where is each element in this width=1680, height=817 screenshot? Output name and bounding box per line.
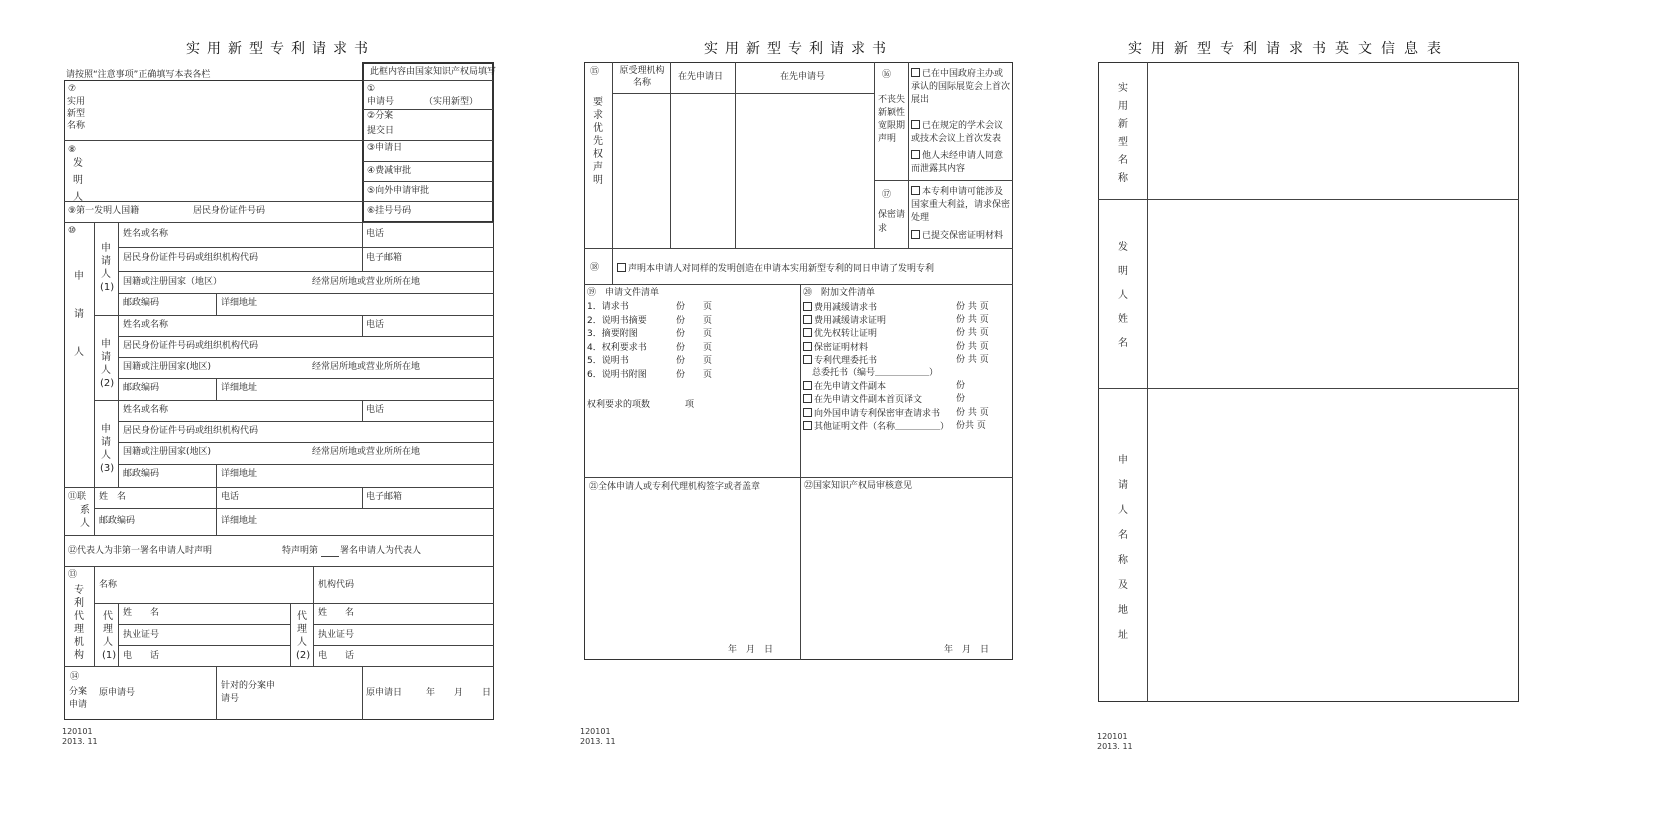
attachment-item [803,328,877,340]
attachment-item-unit: 份 [956,394,966,405]
contact-person-label: ⑪联 [68,492,87,502]
page-1-footer-date: 2013. 11 [62,737,98,746]
attachment-item [803,342,868,354]
attachment-item-name: 优先权转让证明 [814,329,878,340]
applicant-3-label: 申请人(3) [100,424,115,474]
attachment-item [803,381,886,393]
first-inventor-nationality: ⑨第一发明人国籍 [68,206,140,216]
attachment-item [803,421,949,433]
applicant-2-label: 申请人(2) [100,339,115,389]
attachment-item-unit: 份共 页 [956,420,986,431]
secrecy-option: 本专利申请可能涉及国家重大利益，请求保密处理 [911,187,1011,223]
exhibition-checkbox[interactable] [911,68,920,77]
attachment-item-name: 在先申请文件副本 [814,382,887,393]
document-item-unit: 份 页 [676,302,713,312]
page-2-title: 实用新型专利请求书 [704,41,893,57]
attachment-item-name: 总委托书（编号＿＿＿＿＿＿） [803,368,939,378]
attachment-checkbox[interactable] [803,408,812,417]
attachment-item-name: 费用减缓请求证明 [814,316,887,327]
attachment-item-unit: 份 [956,381,966,392]
attachment-checkbox[interactable] [803,421,812,430]
attachment-item-unit: 份 共 页 [956,302,989,312]
document-item-name: 1．请求书 [587,302,629,312]
agent-2-label: 代理人(2) [296,611,311,661]
attachment-item [803,394,922,406]
attachment-item-name: 保密证明材料 [814,342,869,353]
agent-1-label: 代理人(1) [102,611,117,661]
office-review-label: ㉒国家知识产权局审核意见 [804,481,913,491]
office-use-note: 此框内容由国家知识产权局填写 [370,67,497,77]
attachment-checkbox[interactable] [803,381,812,390]
document-item-name: 6．说明书附图 [587,369,647,380]
divisional-label: ②分案 [367,111,394,121]
conference-option: 已在规定的学术会议或技术会议上首次发表 [911,121,1004,144]
priority-claim-label: 要求优先权声明 [593,97,603,186]
secrecy-proof-option: 已提交保密证明材料 [922,231,1004,241]
signature-label: ㉑全体申请人或专利代理机构签字或者盖章 [589,482,761,492]
application-documents-title: ⑲ 申请文件清单 [587,288,660,298]
applicant-section-label: 申请人 [74,271,84,358]
attachment-item [803,355,877,367]
attachment-item-name: 费用减缓请求书 [814,303,878,313]
attachments-title: ⑳ 附加文件清单 [803,288,876,298]
attachment-checkbox[interactable] [803,342,812,351]
document-item-unit: 份 页 [676,315,713,326]
novelty-grace-label: 不丧失新颖性宽限期声明 [878,95,906,144]
attachment-item [803,408,940,420]
page-2-footer-code: 120101 [580,727,611,736]
attachment-item [803,368,938,379]
registered-mail-label: ⑥挂号号码 [367,206,412,216]
fee-reduction-label: ④费减审批 [367,166,412,176]
utility-model-name-label: 实用新型名称 [67,97,86,131]
instruction-note: 请按照“注意事项”正确填写本表各栏 [66,70,211,80]
attachment-checkbox[interactable] [803,394,812,403]
attachment-item-unit: 份 共 页 [956,354,989,365]
signature-date: 年 月 日 [728,645,774,655]
submit-date-label: 提交日 [367,126,395,136]
inventor-label: 发明人 [73,158,83,203]
document-item-name: 4．权利要求书 [587,342,647,353]
page-3-footer-date: 2013. 11 [1097,742,1133,751]
divisional-application-label: 分案申请 [69,687,88,710]
document-item-name: 3．摘要附图 [587,329,638,339]
document-item-unit: 份 页 [676,329,713,339]
document-item-name: 5．说明书 [587,356,629,366]
document-item-name: 2．说明书摘要 [587,315,647,326]
leak-option: 他人未经申请人同意而泄露其内容 [911,151,1004,174]
attachment-checkbox[interactable] [803,328,812,337]
page-3-footer-code: 120101 [1097,732,1128,741]
attachment-item-unit: 份 共 页 [956,315,989,326]
english-utility-model-name-label: 实用新型名称 [1118,83,1128,184]
first-inventor-id: 居民身份证件号码 [193,206,266,216]
attachment-item-unit: 份 共 页 [956,341,989,352]
page-1-footer-code: 120101 [62,727,93,736]
exhibition-option: 已在中国政府主办或承认的国际展览会上首次展出 [911,69,1011,105]
attachment-item [803,315,886,327]
review-date: 年 月 日 [944,645,990,655]
attachment-checkbox[interactable] [803,355,812,364]
application-number-label: 申请号 [367,97,395,107]
agency-label: 专利代理机构 [74,585,84,661]
document-item-unit: 份 页 [676,369,713,380]
applicant-1-label: 申请人(1) [100,243,115,293]
page-3-form-frame [1098,62,1519,702]
attachment-item-name: 专利代理委托书 [814,355,878,366]
page-3-title: 实用新型专利请求书英文信息表 [1128,41,1450,57]
representative-statement: ⑫代表人为非第一署名申请人时声明 [68,546,213,556]
page-2-footer-date: 2013. 11 [580,737,616,746]
leak-checkbox[interactable] [911,150,920,159]
foreign-review-label: ⑤向外申请审批 [367,186,430,196]
document-item-unit: 份 页 [676,342,713,353]
attachment-item-unit: 份 共 页 [956,407,989,418]
secrecy-checkbox[interactable] [911,186,920,195]
attachment-checkbox[interactable] [803,302,812,311]
conference-checkbox[interactable] [911,120,920,129]
claims-count-label: 权利要求的项数 [587,400,651,410]
attachment-item-name: 在先申请文件副本首页译文 [814,395,923,406]
english-inventor-name-label: 发明人姓名 [1118,242,1128,349]
attachment-item-name: 其他证明文件（名称＿＿＿＿＿） [814,421,950,432]
secrecy-request-label: 保密请求 [878,210,906,234]
same-day-statement: 声明本申请人对同样的发明创造在申请本实用新型专利的同日申请了发明专利 [628,264,935,274]
attachment-checkbox[interactable] [803,315,812,324]
english-applicant-name-address-label: 申请人名称及地址 [1118,455,1128,641]
filing-date-label: ③申请日 [367,143,403,153]
secrecy-proof-checkbox[interactable] [911,230,920,239]
attachment-item-unit: 份 共 页 [956,328,989,339]
attachment-item [803,302,877,314]
attachment-item-name: 向外国申请专利保密审查请求书 [814,408,941,419]
document-item-unit: 份 页 [676,356,713,366]
same-day-checkbox[interactable] [617,263,626,272]
page-1-title: 实用新型专利请求书 [186,41,375,57]
